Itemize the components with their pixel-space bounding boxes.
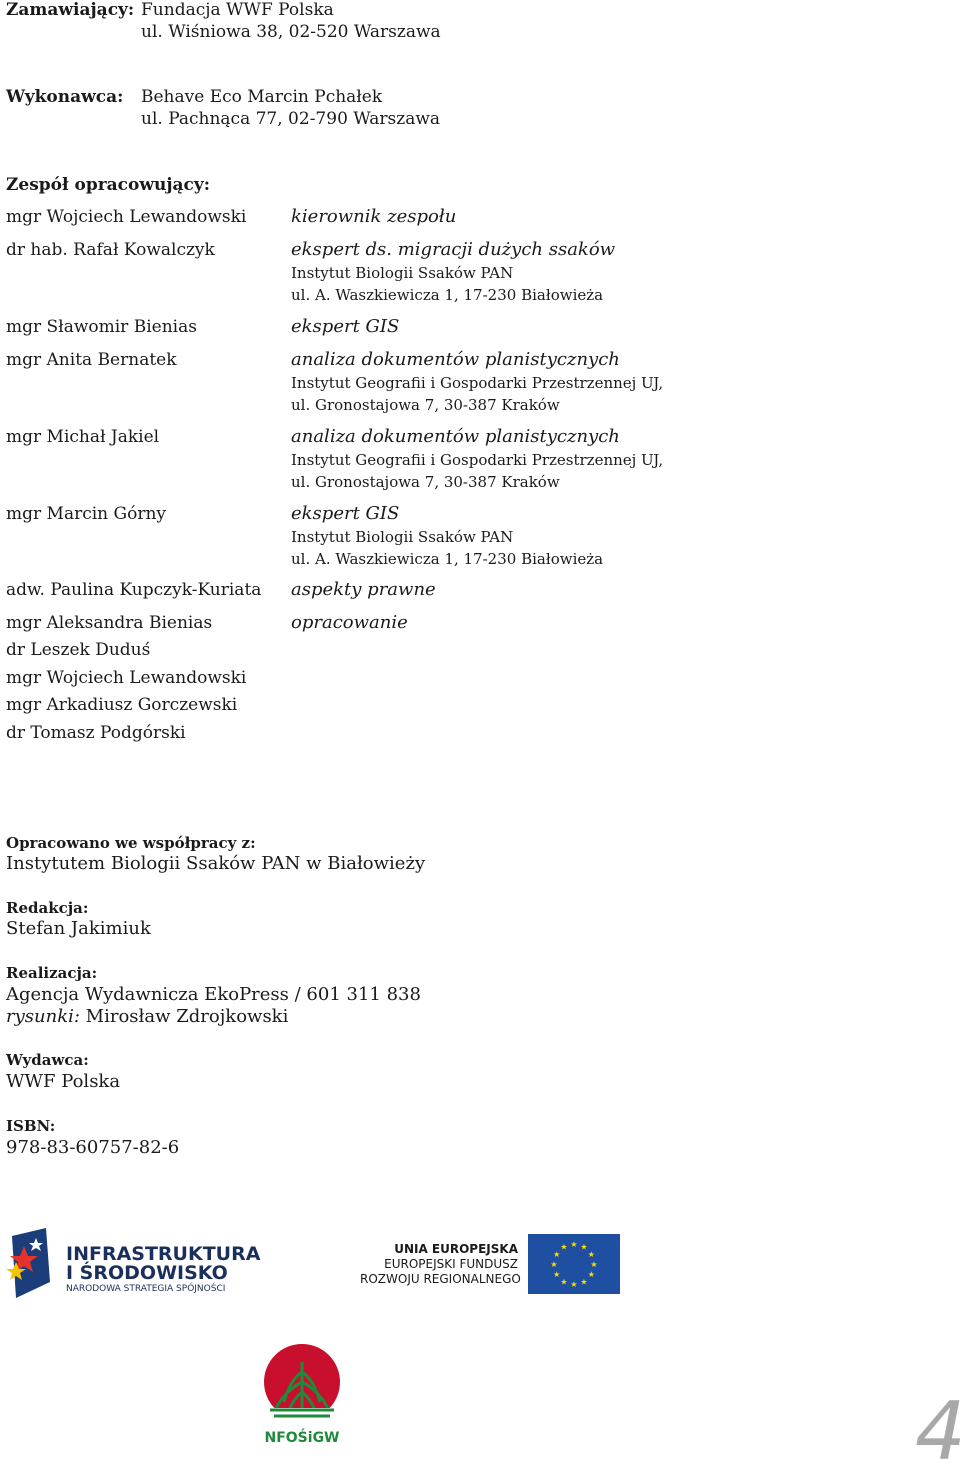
team-member-institution: Instytut Biologii Ssaków PAN xyxy=(291,264,514,282)
team-member-address: ul. Gronostajowa 7, 30-387 Kraków xyxy=(291,473,560,491)
team-member-name: dr hab. Rafał Kowalczyk xyxy=(6,240,215,260)
infrastructure-title-2: I ŚRODOWISKO xyxy=(66,1262,228,1284)
team-member-name: mgr Aleksandra Bienias xyxy=(6,613,213,633)
eu-star-icon: ★ xyxy=(580,1242,588,1252)
team-member-name: mgr Arkadiusz Gorczewski xyxy=(6,695,238,715)
cooperation-value: Instytutem Biologii Ssaków PAN w Białowieży xyxy=(6,853,426,874)
nfosigw-text: NFOŚiGW xyxy=(264,1430,340,1446)
team-heading: Zespół opracowujący: xyxy=(6,175,211,195)
eu-star-icon: ★ xyxy=(587,1270,595,1279)
team-member-role: ekspert GIS xyxy=(291,503,400,524)
eu-title-3: ROZWOJU REGIONALNEGO xyxy=(360,1272,521,1286)
eu-flag xyxy=(528,1234,620,1294)
eu-star-icon: ★ xyxy=(550,1260,558,1269)
eu-star-icon: ★ xyxy=(570,1240,578,1249)
team-member-role: ekspert GIS xyxy=(291,316,400,337)
team-member-role: analiza dokumentów planistycznych xyxy=(291,349,620,370)
publisher-value: WWF Polska xyxy=(6,1071,121,1092)
eu-star-icon: ★ xyxy=(553,1270,561,1279)
eu-star-icon: ★ xyxy=(553,1250,561,1259)
team-member-name: mgr Marcin Górny xyxy=(6,504,167,524)
team-member-address: ul. Gronostajowa 7, 30-387 Kraków xyxy=(291,396,560,414)
orderer-name: Fundacja WWF Polska xyxy=(141,0,334,20)
infrastructure-title-1: INFRASTRUKTURA xyxy=(66,1243,261,1265)
publisher-label: Wydawca: xyxy=(6,1051,89,1069)
team-member-role: aspekty prawne xyxy=(291,579,436,600)
eu-star-icon: ★ xyxy=(560,1242,568,1252)
team-member-name: mgr Michał Jakiel xyxy=(6,427,160,447)
eu-title-2: EUROPEJSKI FUNDUSZ xyxy=(384,1257,518,1271)
orderer-label: Zamawiający: xyxy=(6,0,135,20)
team-member-institution: Instytut Geografii i Gospodarki Przestrzennej UJ, xyxy=(291,374,664,392)
drawings-value: Mirosław Zdrojkowski xyxy=(85,1006,289,1027)
cooperation-label: Opracowano we współpracy z: xyxy=(6,834,256,852)
editing-value: Stefan Jakimiuk xyxy=(6,918,151,939)
production-value: Agencja Wydawnicza EkoPress / 601 311 838 xyxy=(6,984,421,1005)
drawings-label: rysunki: xyxy=(6,1006,80,1027)
eu-star-icon: ★ xyxy=(590,1260,598,1269)
team-member-role: analiza dokumentów planistycznych xyxy=(291,426,620,447)
team-member-name: mgr Anita Bernatek xyxy=(6,350,177,370)
contractor-name: Behave Eco Marcin Pchałek xyxy=(141,87,383,107)
infrastructure-subtitle: NARODOWA STRATEGIA SPÓJNOŚCI xyxy=(66,1284,226,1294)
production-label: Realizacja: xyxy=(6,964,98,982)
drawings-line xyxy=(6,1006,288,1027)
team-member-institution: Instytut Biologii Ssaków PAN xyxy=(291,528,514,546)
eu-title-1: UNIA EUROPEJSKA xyxy=(394,1242,518,1256)
team-member-name: dr Tomasz Podgórski xyxy=(6,723,186,743)
orderer-address: ul. Wiśniowa 38, 02-520 Warszawa xyxy=(141,22,441,42)
team-member-institution: Instytut Geografii i Gospodarki Przestrzennej UJ, xyxy=(291,451,664,469)
eu-star-icon: ★ xyxy=(580,1277,588,1287)
contractor-label: Wykonawca: xyxy=(6,87,124,107)
team-member-name: mgr Wojciech Lewandowski xyxy=(6,207,247,227)
team-member-name: dr Leszek Duduś xyxy=(6,640,151,660)
page-number: 4 xyxy=(915,1385,966,1478)
team-member-address: ul. A. Waszkiewicza 1, 17-230 Białowieża xyxy=(291,550,604,568)
isbn-value: 978-83-60757-82-6 xyxy=(6,1137,180,1158)
editing-label: Redakcja: xyxy=(6,899,89,917)
team-member-role: opracowanie xyxy=(291,612,408,633)
team-member-role: kierownik zespołu xyxy=(291,206,457,227)
eu-star-icon: ★ xyxy=(587,1250,595,1259)
team-member-name: adw. Paulina Kupczyk-Kuriata xyxy=(6,580,262,600)
eu-star-icon: ★ xyxy=(570,1280,578,1289)
team-member-name: mgr Wojciech Lewandowski xyxy=(6,668,247,688)
infrastructure-emblem xyxy=(6,1228,52,1298)
team-member-name: mgr Sławomir Bienias xyxy=(6,317,197,337)
contractor-address: ul. Pachnąca 77, 02-790 Warszawa xyxy=(141,109,441,129)
team-member-address: ul. A. Waszkiewicza 1, 17-230 Białowieża xyxy=(291,286,604,304)
isbn-label: ISBN: xyxy=(6,1117,56,1135)
eu-star-icon: ★ xyxy=(560,1277,568,1287)
nfosigw-emblem xyxy=(262,1342,342,1444)
team-member-role: ekspert ds. migracji dużych ssaków xyxy=(291,239,616,260)
